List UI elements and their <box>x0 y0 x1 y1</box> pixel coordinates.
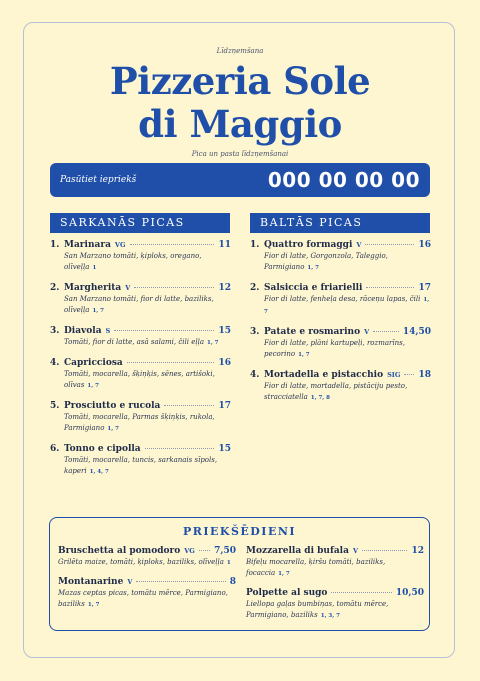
diet-tag: S <box>105 327 111 335</box>
takeaway-note: Līdzņemšana <box>216 47 264 55</box>
item-name: Patate e rosmarino <box>264 327 361 337</box>
diet-tag: V <box>127 578 133 586</box>
item-price: 11 <box>218 240 231 250</box>
allergen-codes: 1 <box>226 560 231 566</box>
item-description: San Marzano tomāti, ķiploks, oregano, olīveļļa 1 <box>64 252 202 271</box>
item-description: San Marzano tomāti, fior di latte, baziliks, olīveļļa 1, 7 <box>64 295 214 314</box>
menu-item[interactable] <box>250 283 431 318</box>
menu-item-row <box>50 401 231 411</box>
item-number: 5. <box>50 401 60 411</box>
item-price: 8 <box>229 577 236 587</box>
menu-item-row <box>250 240 431 250</box>
item-price: 15 <box>218 444 231 454</box>
menu-item[interactable] <box>250 240 431 274</box>
title-line-2: di Maggio <box>138 102 342 146</box>
menu-item-row <box>250 283 431 293</box>
item-name: Marinara <box>64 240 111 250</box>
allergen-codes: 1, 7 <box>278 571 290 577</box>
item-price: 17 <box>418 283 431 293</box>
menu-item[interactable] <box>50 326 231 349</box>
white-pizzas-list <box>250 240 431 413</box>
item-name: Bruschetta al pomodoro <box>58 546 181 556</box>
item-price: 15 <box>218 326 231 336</box>
allergen-codes: 1, 7 <box>107 426 119 432</box>
allergen-codes: 1, 7 <box>92 308 104 314</box>
menu-item-row <box>58 577 236 587</box>
menu-item[interactable] <box>58 546 236 569</box>
diet-tag: V <box>125 284 131 292</box>
diet-tag: V <box>352 547 358 555</box>
menu-item-row <box>250 370 431 380</box>
item-description: Tomāti, fior di latte, asā salami, čili eļļa 1, 7 <box>64 338 219 346</box>
diet-tag: SIG <box>387 371 401 379</box>
item-price: 10,50 <box>395 588 424 598</box>
red-pizzas-header: SARKANĀS PICAS <box>50 213 230 233</box>
dot-leader <box>134 287 214 288</box>
item-description: Bifeļu mocarella, ķiršu tomāti, baziliks, focaccia 1, 7 <box>246 558 386 577</box>
dot-leader <box>127 362 215 363</box>
order-label: Pasūtiet iepriekš <box>60 175 137 185</box>
dot-leader <box>331 592 391 593</box>
antipasti-title: PRIEKŠĒDIENI <box>182 525 297 538</box>
allergen-codes: 1, 7 <box>207 340 219 346</box>
allergen-codes: 1, 7 <box>87 383 99 389</box>
allergen-codes: 1, 7 <box>264 297 430 315</box>
item-price: 16 <box>218 358 231 368</box>
menu-item-row <box>246 546 424 556</box>
item-number: 1. <box>250 240 260 250</box>
dot-leader <box>145 448 215 449</box>
dot-leader <box>136 581 225 582</box>
allergen-codes: 1, 7, 8 <box>310 395 330 401</box>
item-price: 18 <box>418 370 431 380</box>
item-price: 7,50 <box>214 546 236 556</box>
menu-item[interactable] <box>50 401 231 435</box>
menu-item[interactable] <box>50 444 231 478</box>
allergen-codes: 1, 7 <box>307 265 319 271</box>
item-description: Fior di latte, Gorgonzola, Taleggio, Parmigiano 1, 7 <box>264 252 388 271</box>
item-name: Montanarine <box>58 577 124 587</box>
item-number: 3. <box>50 326 60 336</box>
diet-tag: V <box>364 328 370 336</box>
menu-item[interactable] <box>58 577 236 611</box>
item-name: Margherita <box>64 283 122 293</box>
order-bar <box>50 163 430 197</box>
item-number: 1. <box>50 240 60 250</box>
dot-leader <box>404 374 414 375</box>
diet-tag: VG <box>114 241 126 249</box>
item-number: 4. <box>250 370 260 380</box>
menu-item[interactable] <box>50 240 231 274</box>
antipasti-left-list <box>58 546 236 619</box>
item-number: 2. <box>250 283 260 293</box>
title-line-1: Pizzeria Sole <box>109 59 371 103</box>
menu-item[interactable] <box>246 588 424 622</box>
white-pizzas-header: BALTĀS PICAS <box>250 213 430 233</box>
item-price: 12 <box>218 283 231 293</box>
item-name: Prosciutto e rucola <box>64 401 161 411</box>
item-name: Diavola <box>64 326 102 336</box>
menu-item-row <box>50 283 231 293</box>
diet-tag: VG <box>184 547 195 555</box>
item-number: 2. <box>50 283 60 293</box>
item-price: 12 <box>411 546 424 556</box>
item-description: Grilēta maize, tomāti, ķiploks, baziliks, olīveļļa 1 <box>58 558 231 566</box>
menu-item-row <box>50 240 231 250</box>
dot-leader <box>365 244 414 245</box>
red-pizzas-list <box>50 240 231 487</box>
allergen-codes: 1, 4, 7 <box>89 469 109 475</box>
dot-leader <box>366 287 414 288</box>
dot-leader <box>114 330 214 331</box>
phone-number[interactable]: 000 00 00 00 <box>267 168 420 192</box>
item-number: 3. <box>250 327 260 337</box>
restaurant-title <box>0 60 480 146</box>
allergen-codes: 1, 7 <box>87 602 100 608</box>
item-description: Fior di latte, plāni kartupeļi, rozmarīns, pecorino 1, 7 <box>264 339 405 358</box>
dot-leader <box>199 550 210 551</box>
item-price: 17 <box>218 401 231 411</box>
antipasti-right-list <box>246 546 424 630</box>
allergen-codes: 1, 7 <box>298 352 310 358</box>
dot-leader <box>362 550 407 551</box>
item-description: Tomāti, mocarella, tuncis, sarkanais sīpols, kaperi 1, 4, 7 <box>64 456 218 475</box>
dot-leader <box>130 244 215 245</box>
item-number: 4. <box>50 358 60 368</box>
item-price: 16 <box>418 240 431 250</box>
item-description: Tomāti, mocarella, šķiņķis, sēnes, artišoki, olīvas 1, 7 <box>64 370 215 389</box>
item-name: Polpette al sugo <box>246 588 328 598</box>
menu-item-row <box>50 444 231 454</box>
menu-item[interactable] <box>246 546 424 580</box>
antipasti-box <box>49 517 430 631</box>
item-name: Mortadella e pistacchio <box>264 370 384 380</box>
menu-item[interactable] <box>50 283 231 317</box>
item-description: Fior di latte, fenheļa desa, rāceņu lapas, čili 1, 7 <box>264 295 430 315</box>
dot-leader <box>373 331 399 332</box>
item-description: Fior di latte, mortadella, pistāciju pesto, stracciatella 1, 7, 8 <box>264 382 408 401</box>
item-name: Capricciosa <box>64 358 123 368</box>
allergen-codes: 1 <box>92 265 97 271</box>
item-price: 14,50 <box>402 327 431 337</box>
item-description: Liellopa gaļas bumbiņas, tomātu mērce, Parmigiano, baziliks 1, 3, 7 <box>246 600 389 619</box>
subtitle-note: Pica un pasta līdzņemšanai <box>191 150 289 158</box>
diet-tag: V <box>356 241 362 249</box>
menu-item[interactable] <box>250 370 431 404</box>
item-name: Mozzarella di bufala <box>246 546 349 556</box>
item-description: Mazas ceptas picas, tomātu mērce, Parmigiano, baziliks 1, 7 <box>58 589 228 608</box>
menu-item-row <box>58 546 236 556</box>
menu-item-row <box>250 327 431 337</box>
menu-item-row <box>50 358 231 368</box>
dot-leader <box>164 405 214 406</box>
item-name: Quattro formaggi <box>264 240 353 250</box>
item-name: Salsiccia e friarielli <box>264 283 363 293</box>
menu-item-row <box>50 326 231 336</box>
menu-item[interactable] <box>50 358 231 392</box>
allergen-codes: 1, 3, 7 <box>320 613 340 619</box>
item-description: Tomāti, mocarella, Parmas šķiņķis, rukola, Parmigiano 1, 7 <box>64 413 215 432</box>
item-number: 6. <box>50 444 60 454</box>
menu-item[interactable] <box>250 327 431 361</box>
item-name: Tonno e cipolla <box>64 444 141 454</box>
menu-item-row <box>246 588 424 598</box>
